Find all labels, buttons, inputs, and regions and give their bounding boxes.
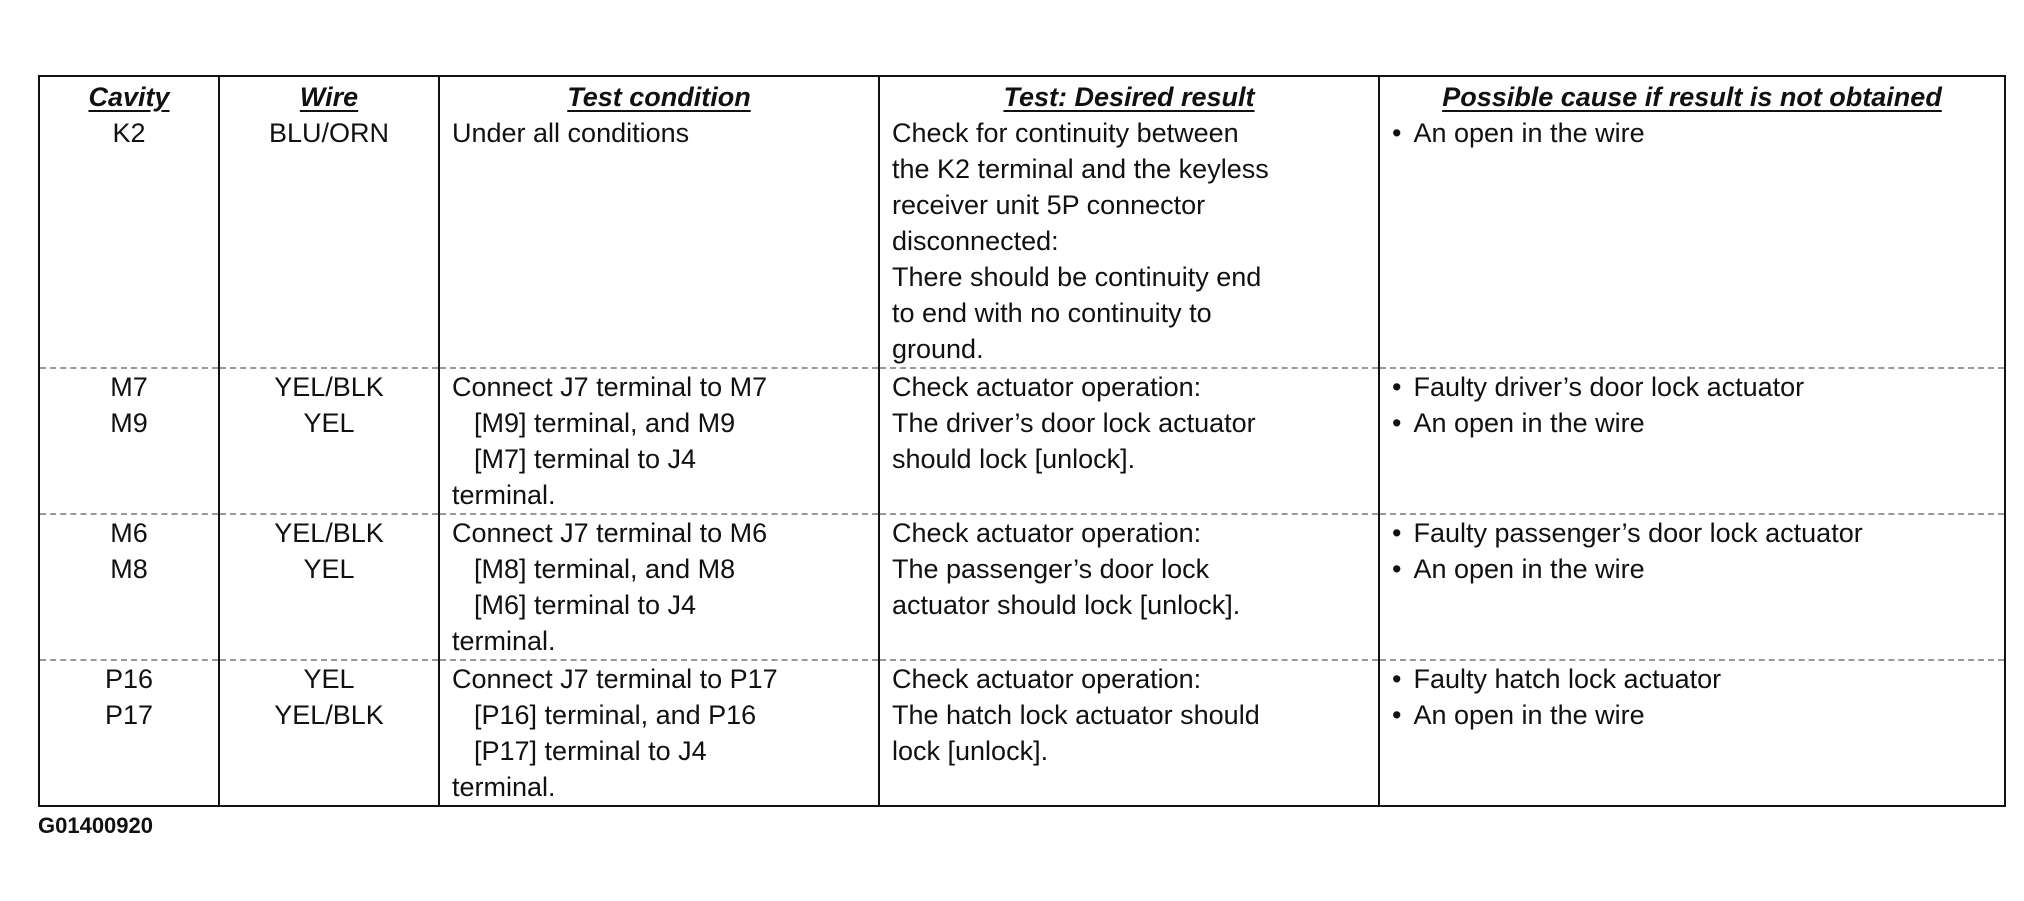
cause-item: • Faulty passenger’s door lock actuator: [1392, 515, 1992, 551]
wire-color: YEL/BLK: [274, 372, 384, 402]
result-line: The driver’s door lock actuator: [892, 408, 1256, 438]
header-possible-cause: Possible cause if result is not obtained: [1379, 76, 2005, 115]
wire-color: YEL/BLK: [274, 700, 384, 730]
cause-item: • An open in the wire: [1392, 551, 1992, 587]
result-line: The hatch lock actuator should: [892, 700, 1260, 730]
condition-line: [P17] terminal to J4: [474, 736, 707, 766]
table-row: [39, 115, 2005, 368]
result-line: receiver unit 5P connector: [892, 190, 1206, 220]
cavity-cell: [39, 115, 219, 368]
header-test-condition: Test condition: [439, 76, 879, 115]
result-line: Check for continuity between: [892, 118, 1239, 148]
cavity-label: P17: [104, 700, 154, 730]
result-line: actuator should lock [unlock].: [892, 590, 1241, 620]
wire-color: YEL/BLK: [274, 518, 384, 548]
cause-item: • An open in the wire: [1392, 115, 1992, 151]
cause-item: • An open in the wire: [1392, 697, 1992, 733]
cavity-label: M9: [110, 408, 148, 438]
condition-line: Under all conditions: [452, 118, 690, 148]
result-line: ground.: [892, 334, 984, 364]
header-desired-result: Test: Desired result: [879, 76, 1379, 115]
condition-cell: [439, 115, 879, 368]
result-line: Check actuator operation:: [892, 518, 1202, 548]
condition-line: [M7] terminal to J4: [474, 444, 697, 474]
cause-item: • An open in the wire: [1392, 405, 1992, 441]
cause-list: [1392, 115, 1992, 151]
condition-line: Connect J7 terminal to M7: [452, 372, 768, 402]
cavity-label: K2: [112, 118, 146, 148]
figure-id: G01400920: [38, 813, 153, 838]
cause-cell: [1379, 514, 2005, 660]
header-wire: Wire: [219, 76, 439, 115]
cause-item: • Faulty hatch lock actuator: [1392, 661, 1992, 697]
condition-cell: [439, 660, 879, 806]
result-line: The passenger’s door lock: [892, 554, 1210, 584]
condition-cell: [439, 514, 879, 660]
table-row: [39, 368, 2005, 514]
result-cell: [879, 368, 1379, 514]
condition-line: [M6] terminal to J4: [474, 590, 697, 620]
wire-color: YEL: [303, 664, 355, 694]
result-cell: [879, 514, 1379, 660]
cavity-label: M7: [110, 372, 148, 402]
cavity-cell: [39, 368, 219, 514]
cavity-label: P16: [104, 664, 154, 694]
header-cavity: Cavity: [39, 76, 219, 115]
result-line: There should be continuity end: [892, 262, 1262, 292]
test-table: [38, 75, 2006, 807]
result-line: Check actuator operation:: [892, 664, 1202, 694]
condition-line: Connect J7 terminal to M6: [452, 518, 768, 548]
cause-list: [1392, 515, 1992, 587]
cause-list: [1392, 661, 1992, 733]
result-line: to end with no continuity to: [892, 298, 1212, 328]
wire-cell: [219, 115, 439, 368]
condition-line: terminal.: [452, 626, 556, 656]
condition-line: [P16] terminal, and P16: [474, 700, 757, 730]
cavity-cell: [39, 514, 219, 660]
result-cell: [879, 115, 1379, 368]
condition-line: terminal.: [452, 772, 556, 802]
wire-cell: [219, 660, 439, 806]
wire-cell: [219, 514, 439, 660]
result-line: the K2 terminal and the keyless: [892, 154, 1269, 184]
header-row: [39, 76, 2005, 115]
condition-line: [M8] terminal, and M8: [474, 554, 736, 584]
cause-item: • Faulty driver’s door lock actuator: [1392, 369, 1992, 405]
cause-cell: [1379, 660, 2005, 806]
condition-line: Connect J7 terminal to P17: [452, 664, 778, 694]
result-line: should lock [unlock].: [892, 444, 1136, 474]
cavity-cell: [39, 660, 219, 806]
cause-list: [1392, 369, 1992, 441]
wire-cell: [219, 368, 439, 514]
table-row: [39, 660, 2005, 806]
table-row: [39, 514, 2005, 660]
condition-cell: [439, 368, 879, 514]
condition-line: terminal.: [452, 480, 556, 510]
cause-cell: [1379, 115, 2005, 368]
result-line: lock [unlock].: [892, 736, 1049, 766]
result-cell: [879, 660, 1379, 806]
result-line: Check actuator operation:: [892, 372, 1202, 402]
wire-color: BLU/ORN: [268, 118, 390, 148]
result-line: disconnected:: [892, 226, 1059, 256]
cavity-label: M8: [110, 554, 148, 584]
wire-color: YEL: [303, 408, 355, 438]
cause-cell: [1379, 368, 2005, 514]
condition-line: [M9] terminal, and M9: [474, 408, 736, 438]
cavity-label: M6: [110, 518, 148, 548]
wire-color: YEL: [303, 554, 355, 584]
